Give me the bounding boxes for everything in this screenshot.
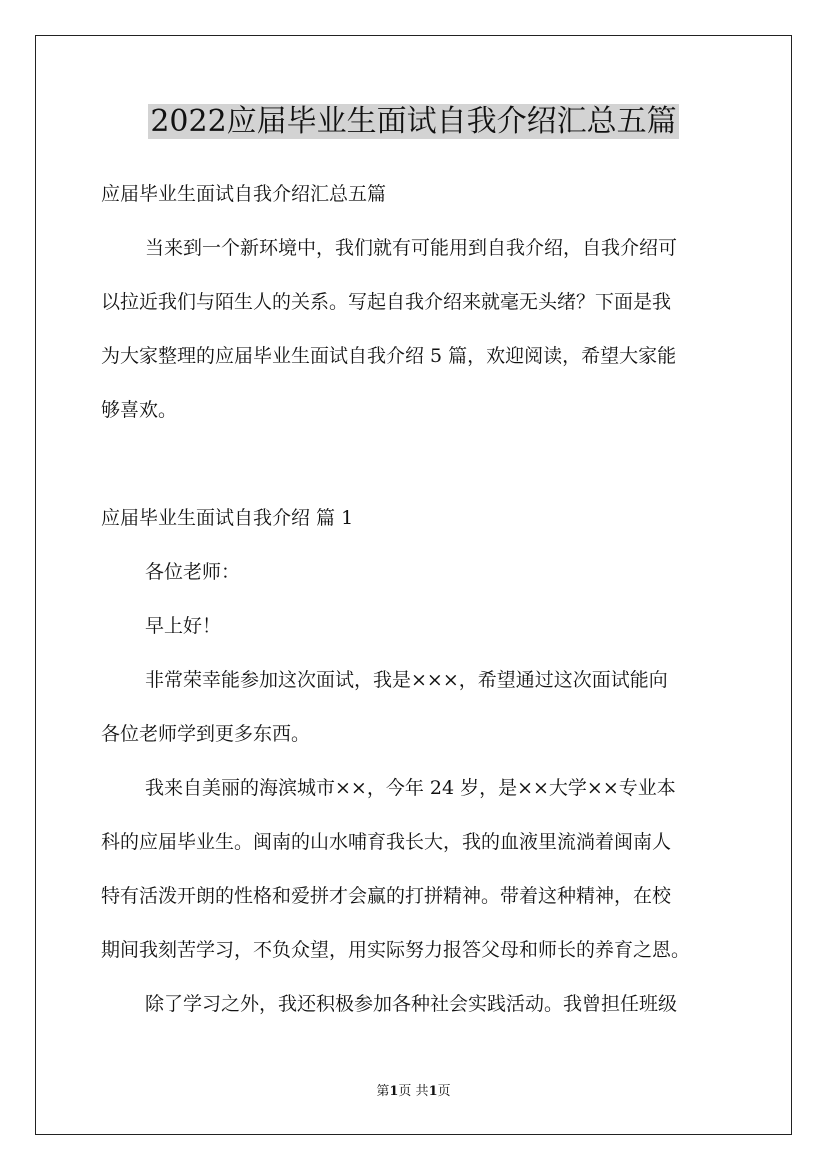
para1-line-1: 非常荣幸能参加这次面试，我是×××，希望通过这次面试能向	[145, 669, 668, 691]
greeting: 各位老师：	[145, 561, 241, 583]
para3-line-1: 除了学习之外，我还积极参加各种社会实践活动。我曾担任班级	[145, 993, 678, 1015]
intro-line-2: 以拉近我们与陌生人的关系。写起自我介绍来就毫无头绪？下面是我	[101, 291, 672, 313]
intro-line-4: 够喜欢。	[101, 399, 178, 421]
page-footer	[0, 1082, 827, 1102]
para2-line-4: 期间我刻苦学习，不负众望，用实际努力报答父母和师长的养育之恩。	[101, 939, 691, 961]
intro-line-3: 为大家整理的应届毕业生面试自我介绍 5 篇，欢迎阅读，希望大家能	[101, 345, 677, 367]
footer-page-suffix: 页	[437, 1084, 451, 1099]
document-title-text: 2022应届毕业生面试自我介绍汇总五篇	[150, 104, 677, 139]
para2-line-3: 特有活泼开朗的性格和爱拼才会赢的打拼精神。带着这种精神，在校	[101, 885, 672, 907]
morning-greeting: 早上好！	[145, 615, 222, 637]
document-title	[0, 98, 827, 146]
para2-line-2: 科的应届毕业生。闽南的山水哺育我长大，我的血液里流淌着闽南人	[101, 831, 672, 853]
para2-line-1: 我来自美丽的海滨城市××，今年 24 岁，是××大学××专业本	[145, 777, 676, 799]
footer-page-mid: 页 共	[398, 1084, 429, 1099]
para1-line-2: 各位老师学到更多东西。	[101, 723, 311, 745]
footer-page-total: 1	[428, 1084, 438, 1099]
intro-line-1: 当来到一个新环境中，我们就有可能用到自我介绍，自我介绍可	[145, 237, 678, 259]
footer-page-current: 1	[389, 1084, 399, 1099]
section-heading: 应届毕业生面试自我介绍 篇 1	[101, 507, 354, 529]
footer-page-prefix: 第	[376, 1084, 390, 1099]
document-subtitle: 应届毕业生面试自我介绍汇总五篇	[101, 183, 387, 205]
